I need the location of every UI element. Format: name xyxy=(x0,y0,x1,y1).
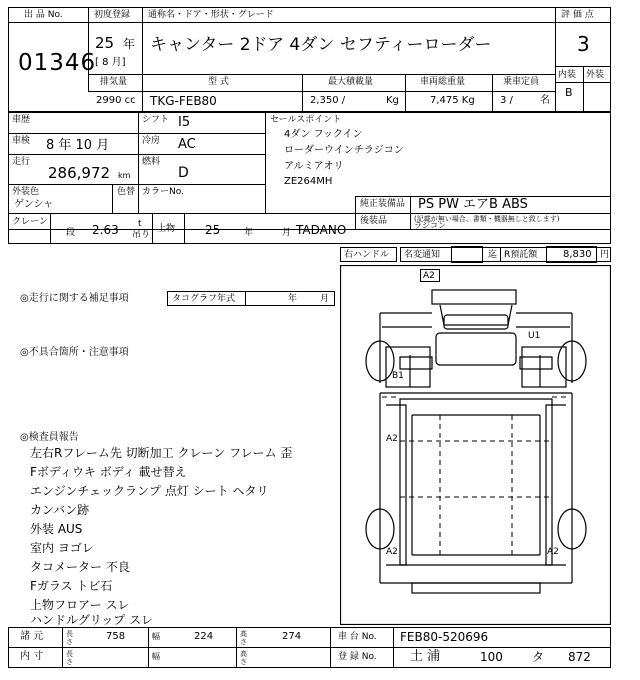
standard-equipment-label: 純正装備品 xyxy=(360,199,406,209)
dims-label: 諸 元 xyxy=(20,631,44,642)
lot-no-label: 出 品 No. xyxy=(24,10,63,20)
ac-label: 冷房 xyxy=(142,136,161,146)
lot-number: 01346 xyxy=(18,50,97,76)
interior-label: 内装 xyxy=(558,70,577,80)
mark-rear-right: A2 xyxy=(547,547,559,557)
mark-front-bumper-label: A2 xyxy=(423,271,435,281)
mileage-value: 286,972 xyxy=(48,164,111,182)
recycle-unit: 円 xyxy=(600,250,610,260)
first-reg-label: 初度登録 xyxy=(94,10,131,20)
inspector-line: 左右Rフレーム先 切断加工 クレーン フレーム 歪 xyxy=(30,446,293,460)
windshield xyxy=(436,333,516,365)
handle-value: 右ハンドル xyxy=(344,250,390,260)
inspector-line: カンバン跡 xyxy=(30,503,90,517)
name-change-label: 名変通知 xyxy=(404,250,441,260)
displacement-label: 排気量 xyxy=(100,77,128,87)
crane-year: 25 xyxy=(205,223,221,237)
inspector-line: Fボディウキ ボディ 載せ替え xyxy=(30,465,187,479)
inspector-line: 上物フロアー スレ xyxy=(30,598,130,612)
in-width-label: 幅 xyxy=(152,652,160,661)
capacity-unit: 名 xyxy=(540,95,550,106)
height-label: 高さ xyxy=(240,630,247,646)
length-label: 長さ xyxy=(66,630,73,646)
width-value: 224 xyxy=(194,631,214,642)
color-label: 外装色 xyxy=(12,187,40,197)
reg-kana: タ xyxy=(532,650,545,664)
vehicle-name: キャンター 2ドア 4ダン セフティーローダー xyxy=(150,35,492,55)
gross-weight-label: 車両総重量 xyxy=(420,77,466,87)
tachograph-label: タコグラフ年式 xyxy=(172,294,236,304)
name-label: 通称名・ドア・形状・グレード xyxy=(148,10,274,20)
reg-area: 土 浦 xyxy=(410,649,441,664)
front-bumper xyxy=(432,290,516,304)
interior-score: B xyxy=(565,86,573,99)
driving-notes-label: ◎走行に関する補足事項 xyxy=(20,293,129,304)
crane-label: クレーン xyxy=(12,217,48,227)
capacity-value: 3 / xyxy=(500,95,513,106)
inspection-value: 8 年 10 月 xyxy=(46,138,110,153)
crane-tons: 2.63 xyxy=(92,223,119,237)
max-load-unit: Kg xyxy=(386,95,399,106)
color-code-label: カラーNo. xyxy=(142,187,184,197)
inspector-line: 外装 AUS xyxy=(30,522,83,536)
max-load-value: 2,350 / xyxy=(310,95,346,106)
exterior-label: 外装 xyxy=(586,70,605,80)
defects-label: ◎不具合箇所・注意事項 xyxy=(20,347,129,358)
reg-label: 登 録 No. xyxy=(338,652,377,662)
mark-rear-left: A2 xyxy=(386,547,398,557)
first-reg-year: 25 xyxy=(95,34,115,52)
aftermarket-label: 後装品 xyxy=(360,216,388,226)
tachograph-year-unit: 年 xyxy=(288,294,298,304)
inspection-label: 車検 xyxy=(12,136,31,146)
tachograph-month-unit: 月 xyxy=(320,294,330,304)
cab-body xyxy=(380,313,572,383)
sales-point-line: 4ダン フックイン xyxy=(284,129,363,140)
mark-left-cab: B1 xyxy=(392,371,404,381)
crane-top-label: 上物 xyxy=(157,224,176,234)
history-label: 車歴 xyxy=(12,115,31,125)
width-label: 幅 xyxy=(152,632,160,641)
sales-point-line: ローダーウインチラジコン xyxy=(284,145,404,156)
displacement-value: 2990 cc xyxy=(96,95,136,106)
crane-ton-unit: t xyxy=(138,219,142,229)
crane-hoist-unit: 吊り xyxy=(132,230,151,240)
ac-value: AC xyxy=(178,137,196,152)
name-change-sep: 迄 xyxy=(488,250,498,260)
model-value: TKG-FEB80 xyxy=(150,94,217,108)
in-height-label: 高さ xyxy=(240,650,247,666)
reg-class: 100 xyxy=(480,650,503,664)
inspector-line: エンジンチェックランプ 点灯 シート ヘタリ xyxy=(30,484,269,498)
color-value: ゲンシャ xyxy=(14,199,54,210)
inspector-line: Fガラス トビ石 xyxy=(30,579,113,593)
interior-dims-label: 内 寸 xyxy=(20,651,44,662)
score-label: 評 価 点 xyxy=(561,10,594,20)
inspector-line: タコメーター 不良 xyxy=(30,560,130,574)
inspector-line: ハンドルグリップ スレ xyxy=(30,613,154,627)
recycle-label: R預託額 xyxy=(504,250,538,260)
crane-stage-unit: 段 xyxy=(66,228,76,238)
diagram-frame xyxy=(341,266,611,625)
first-reg-month: [ 8 月] xyxy=(95,57,126,68)
first-reg-year-unit: 年 xyxy=(123,37,136,51)
mileage-unit: km xyxy=(118,171,131,180)
aftermarket-note: (記載が無い場合、書類・機器無しと致します) xyxy=(414,215,560,223)
recycle-amount: 8,830 xyxy=(563,249,592,260)
shift-value: I5 xyxy=(178,115,191,130)
truck-diagram xyxy=(340,265,611,625)
aftermarket-value: ラジコン xyxy=(414,221,446,230)
mark-left-body: A2 xyxy=(386,434,398,444)
crane-year-unit: 年 xyxy=(244,228,254,238)
mark-right-front: U1 xyxy=(528,331,541,341)
sales-point-line: アルミアオリ xyxy=(284,161,344,172)
fuel-label: 燃料 xyxy=(142,157,161,167)
fuel-value: D xyxy=(178,165,189,181)
chassis-value: FEB80-520696 xyxy=(400,630,489,644)
in-length-label: 長さ xyxy=(66,650,73,666)
max-load-label: 最大積載量 xyxy=(328,77,374,87)
height-value: 274 xyxy=(282,631,302,642)
color-change-label: 色替 xyxy=(117,187,136,197)
overall-score: 3 xyxy=(577,32,590,56)
gross-weight-value: 7,475 Kg xyxy=(430,95,475,106)
standard-equipment: PS PW エアB ABS xyxy=(418,197,528,212)
length-value: 758 xyxy=(106,631,126,642)
inspector-line: 室内 ヨゴレ xyxy=(30,541,94,555)
rear-gate xyxy=(412,583,540,593)
sales-point-line: ZE264MH xyxy=(284,176,333,187)
chassis-label: 車 台 No. xyxy=(338,632,377,642)
mileage-label: 走行 xyxy=(12,157,31,167)
reg-number: 872 xyxy=(568,650,591,664)
shift-label: シフト xyxy=(142,115,170,125)
model-label: 型 式 xyxy=(208,77,229,87)
crane-month-unit: 月 xyxy=(282,228,292,238)
capacity-label: 乗車定員 xyxy=(503,77,540,87)
crane-maker: TADANO xyxy=(296,223,347,237)
inspector-report-label: ◎検査員報告 xyxy=(20,432,79,443)
sales-points-label: セールスポイント xyxy=(270,115,342,125)
